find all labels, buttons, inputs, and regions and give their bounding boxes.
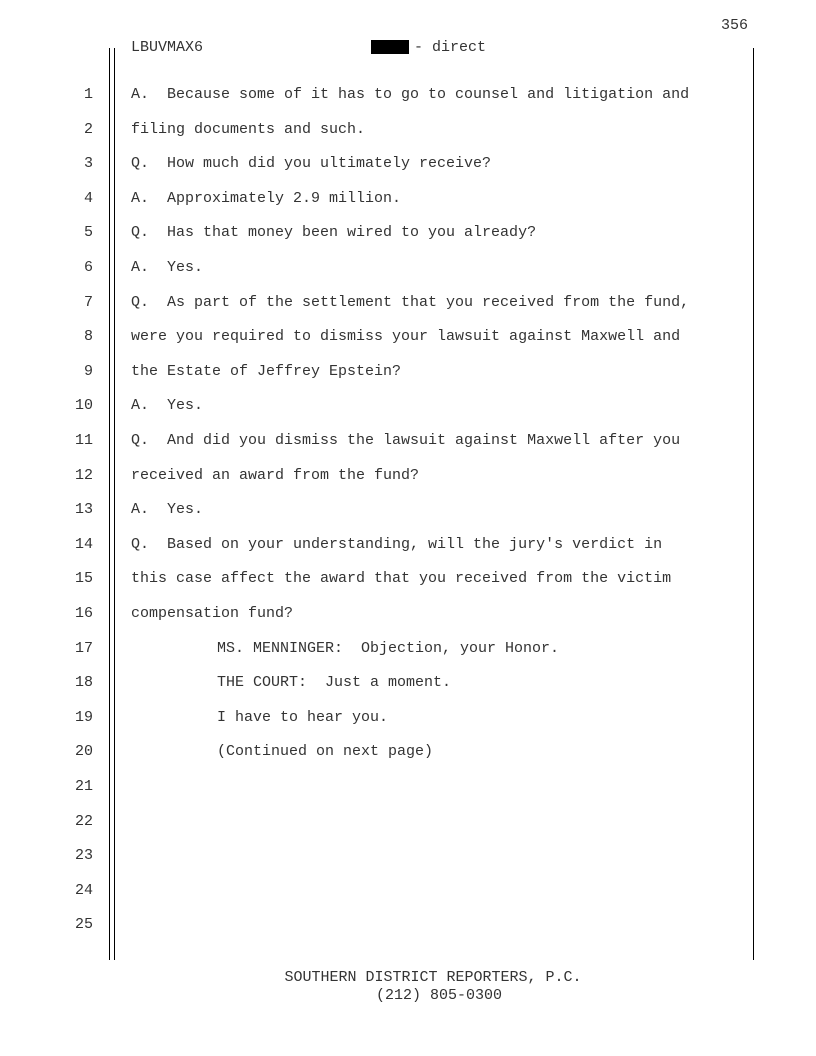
transcript-line <box>0 121 816 141</box>
line-text: Q. Has that money been wired to you already? <box>131 224 537 242</box>
line-text: the Estate of Jeffrey Epstein? <box>131 362 402 380</box>
line-number: 16 <box>74 605 93 622</box>
line-number: 3 <box>83 155 93 173</box>
line-number: 1 <box>83 86 93 103</box>
line-text: A. Approximately 2.9 million. <box>131 189 402 207</box>
line-text: A. Because some of it has to go to counsel and litigation and <box>131 86 690 103</box>
line-text: received an award from the fund? <box>131 466 420 484</box>
transcript-line <box>0 640 816 660</box>
line-text: Q. Based on your understanding, will the jury's verdict in <box>131 535 663 553</box>
line-text: I have to hear you. <box>217 708 389 726</box>
transcript-line <box>0 813 816 833</box>
line-number: 17 <box>74 639 93 657</box>
line-text: were you required to dismiss your lawsuit against Maxwell and <box>131 328 681 346</box>
line-number: 14 <box>74 535 93 553</box>
transcript-line <box>0 536 816 556</box>
case-code: LBUVMAX6 <box>131 39 204 56</box>
line-number: 13 <box>74 501 93 519</box>
transcript-line <box>0 501 816 521</box>
line-text: filing documents and such. <box>131 120 366 138</box>
line-number: 22 <box>74 812 93 830</box>
transcript-line <box>0 259 816 279</box>
line-text: THE COURT: Just a moment. <box>217 674 452 692</box>
footer-reporter: SOUTHERN DISTRICT REPORTERS, P.C. <box>284 969 582 986</box>
line-text: (Continued on next page) <box>217 743 434 761</box>
line-text: A. Yes. <box>131 501 204 519</box>
line-text: A. Yes. <box>131 259 204 276</box>
line-number: 10 <box>74 397 93 415</box>
line-text: A. Yes. <box>131 397 204 415</box>
transcript-line <box>0 570 816 590</box>
transcript-line <box>0 605 816 625</box>
transcript-line <box>0 397 816 417</box>
line-text: compensation fund? <box>131 605 294 622</box>
line-number: 19 <box>74 708 93 726</box>
transcript-line <box>0 328 816 348</box>
line-number: 5 <box>83 224 93 242</box>
line-number: 11 <box>74 432 93 449</box>
line-text: Q. As part of the settlement that you received from the fund, <box>131 293 690 311</box>
transcript-line <box>0 155 816 175</box>
transcript-line <box>0 882 816 902</box>
line-number: 24 <box>74 881 93 899</box>
transcript-line <box>0 674 816 694</box>
examination-label: - direct <box>414 39 487 56</box>
transcript-line <box>0 86 816 106</box>
redaction-block <box>371 40 409 54</box>
transcript-line <box>0 432 816 452</box>
transcript-line <box>0 363 816 383</box>
line-number: 7 <box>83 293 93 311</box>
line-number: 23 <box>74 847 93 865</box>
transcript-line <box>0 190 816 210</box>
line-number: 21 <box>74 778 93 795</box>
transcript-line <box>0 709 816 729</box>
transcript-line <box>0 847 816 867</box>
line-number: 4 <box>83 189 93 207</box>
line-number: 25 <box>74 916 93 934</box>
line-number: 18 <box>74 674 93 692</box>
transcript-line <box>0 778 816 798</box>
line-text: Q. And did you dismiss the lawsuit against Maxwell after you <box>131 432 681 449</box>
line-number: 6 <box>83 259 93 276</box>
transcript-line <box>0 467 816 487</box>
footer-phone: (212) 805-0300 <box>375 987 503 1004</box>
page-number: 356 <box>720 17 748 34</box>
transcript-line <box>0 294 816 314</box>
line-text: MS. MENNINGER: Objection, your Honor. <box>217 639 560 657</box>
line-number: 15 <box>74 570 93 588</box>
transcript-line <box>0 916 816 936</box>
line-number: 8 <box>83 328 93 346</box>
line-number: 9 <box>83 362 93 380</box>
transcript-line <box>0 224 816 244</box>
line-text: Q. How much did you ultimately receive? <box>131 155 492 173</box>
line-number: 12 <box>74 466 93 484</box>
transcript-line <box>0 743 816 763</box>
line-number: 20 <box>74 743 93 761</box>
line-number: 2 <box>83 120 93 138</box>
line-text: this case affect the award that you received from the victim <box>131 570 672 588</box>
